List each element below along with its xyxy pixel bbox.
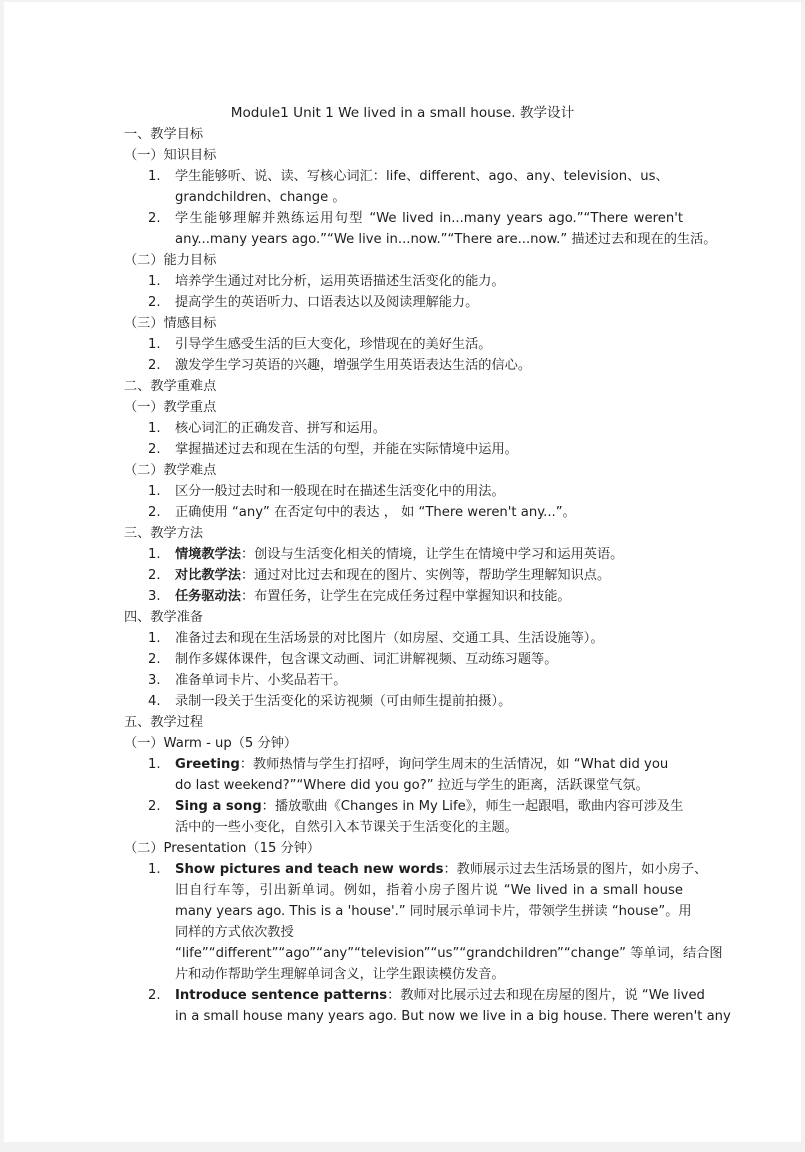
item-text [175,796,683,817]
item-text: any...many years ago.”“We live in...now.”“There are...now.” 描述过去和现在的生活。 [175,232,717,247]
item-text [175,859,708,880]
item-term: Show pictures and teach new words [175,862,444,877]
item-text: 录制一段关于生活变化的采访视频（可由师生提前拍摄）。 [175,694,512,709]
subsection-heading-difficulty: （二）教学难点 [124,463,217,478]
item-number: 1. [148,631,161,646]
list-item [122,439,683,460]
list-item [122,292,683,313]
item-text [175,985,705,1006]
list-item [122,481,683,502]
item-text: 提高学生的英语听力、口语表达以及阅读理解能力。 [175,295,479,310]
item-text: 学生能够理解并熟练运用句型 “We lived in...many years ago.”“There weren't [175,211,683,226]
item-number: 1. [148,862,161,877]
list-item [122,649,683,670]
item-text: 掌握描述过去和现在生活的句型，并能在实际情境中运用。 [175,442,518,457]
item-number: 3. [148,673,161,688]
item-text: 核心词汇的正确发音、拼写和运用。 [175,421,386,436]
item-text: 准备过去和现在生活场景的对比图片（如房屋、交通工具、生活设施等）。 [175,631,604,646]
item-term: Introduce sentence patterns [175,988,388,1003]
item-text [175,586,683,607]
item-term: 情境教学法 [175,547,241,562]
section-heading-key-points: 二、教学重难点 [124,379,217,394]
item-text [175,565,683,586]
list-item [122,166,683,208]
item-number: 2. [148,358,161,373]
list-item [122,418,683,439]
item-text: 培养学生通过对比分析，运用英语描述生活变化的能力。 [175,274,505,289]
section-heading-process: 五、教学过程 [124,715,204,730]
document-page [4,2,801,1142]
item-term: Sing a song [175,799,262,814]
item-number: 2. [148,505,161,520]
item-text: 区分一般过去时和一般现在时在描述生活变化中的用法。 [175,484,505,499]
item-text: 制作多媒体课件，包含课文动画、词汇讲解视频、互动练习题等。 [175,652,558,667]
item-number: 2. [148,988,161,1003]
item-description: ：通过对比过去和现在的图片、实例等，帮助学生理解知识点。 [240,568,611,583]
item-text: 正确使用 “any” 在否定句中的表达 ， 如 “There weren't any...”。 [175,505,576,520]
list-item [122,355,683,376]
item-description: ：教师热情与学生打招呼，询问学生周末的生活情况，如 “What did you [239,757,669,772]
item-text: 激发学生学习英语的兴趣，增强学生用英语表达生活的信心。 [175,358,532,373]
item-text: 学生能够听、说、读、写核心词汇：life、different、ago、any、television、us、 [175,169,669,184]
item-number: 2. [148,295,161,310]
item-description: ：教师展示过去生活场景的图片，如小房子、 [443,862,708,877]
item-term: 对比教学法 [175,568,241,583]
item-text: 准备单词卡片、小奖品若干。 [175,673,347,688]
section-heading-objectives: 一、教学目标 [124,127,204,142]
section-heading-preparation: 四、教学准备 [124,610,204,625]
item-number: 2. [148,652,161,667]
item-text: 活中的一些小变化，自然引入本节课关于生活变化的主题。 [175,820,518,835]
list-item [122,334,683,355]
item-number: 1. [148,274,161,289]
subsection-heading-presentation: （二）Presentation（15 分钟） [124,841,321,856]
item-number: 1. [148,337,161,352]
item-number: 1. [148,421,161,436]
item-text: grandchildren、change 。 [175,190,346,205]
item-text: 同样的方式依次教授 [175,925,294,940]
item-description: ：播放歌曲《Changes in My Life》，师生一起跟唱，歌曲内容可涉及生 [261,799,684,814]
item-number: 4. [148,694,161,709]
list-item [122,544,683,565]
item-text [175,754,683,775]
list-item [122,754,683,796]
subsection-heading-focus: （一）教学重点 [124,400,217,415]
item-number: 2. [148,211,161,226]
item-number: 1. [148,169,161,184]
item-text [175,544,683,565]
list-item [122,502,683,523]
item-number: 2. [148,568,161,583]
item-number: 3. [148,589,161,604]
list-item [122,670,683,691]
document-title: Module1 Unit 1 We lived in a small house. 教学设计 [230,105,575,121]
list-item [122,586,683,607]
subsection-heading-knowledge: （一）知识目标 [124,148,217,163]
subsection-heading-ability: （二）能力目标 [124,253,217,268]
item-number: 1. [148,757,161,772]
list-item [122,691,683,712]
item-description: ：创设与生活变化相关的情境，让学生在情境中学习和运用英语。 [240,547,624,562]
list-item [122,208,717,250]
subsection-heading-emotion: （三）情感目标 [124,316,217,331]
item-text: “life”“different”“ago”“any”“television”“us”“grandchildren”“change” 等单词，结合图 [175,946,723,961]
list-item [122,628,683,649]
item-number: 2. [148,799,161,814]
item-description: ：教师对比展示过去和现在房屋的图片，说 “We lived [387,988,705,1003]
item-text: 旧自行车等，引出新单词。例如，指着小房子图片说 “We lived in a small house [175,883,683,898]
item-number: 2. [148,442,161,457]
item-text: 片和动作帮助学生理解单词含义，让学生跟读模仿发音。 [175,967,505,982]
item-text: 引导学生感受生活的巨大变化，珍惜现在的美好生活。 [175,337,492,352]
list-item [122,565,683,586]
list-item [122,859,723,985]
section-heading-methods: 三、教学方法 [124,526,204,541]
list-item [122,985,731,1027]
item-text: in a small house many years ago. But now we live in a big house. There weren't any [175,1009,731,1024]
item-number: 1. [148,484,161,499]
subsection-heading-warm-up: （一）Warm - up（5 分钟） [124,736,298,751]
list-item [122,796,683,838]
item-number: 1. [148,547,161,562]
item-description: ：布置任务，让学生在完成任务过程中掌握知识和技能。 [240,589,571,604]
item-text: many years ago. This is a 'house'.” 同时展示单词卡片，带领学生拼读 “house”。用 [175,904,692,919]
list-item [122,271,683,292]
item-term: Greeting [175,757,240,772]
item-term: 任务驱动法 [175,589,241,604]
item-text: do last weekend?”“Where did you go?” 拉近与学生的距离，活跃课堂气氛。 [175,778,649,793]
